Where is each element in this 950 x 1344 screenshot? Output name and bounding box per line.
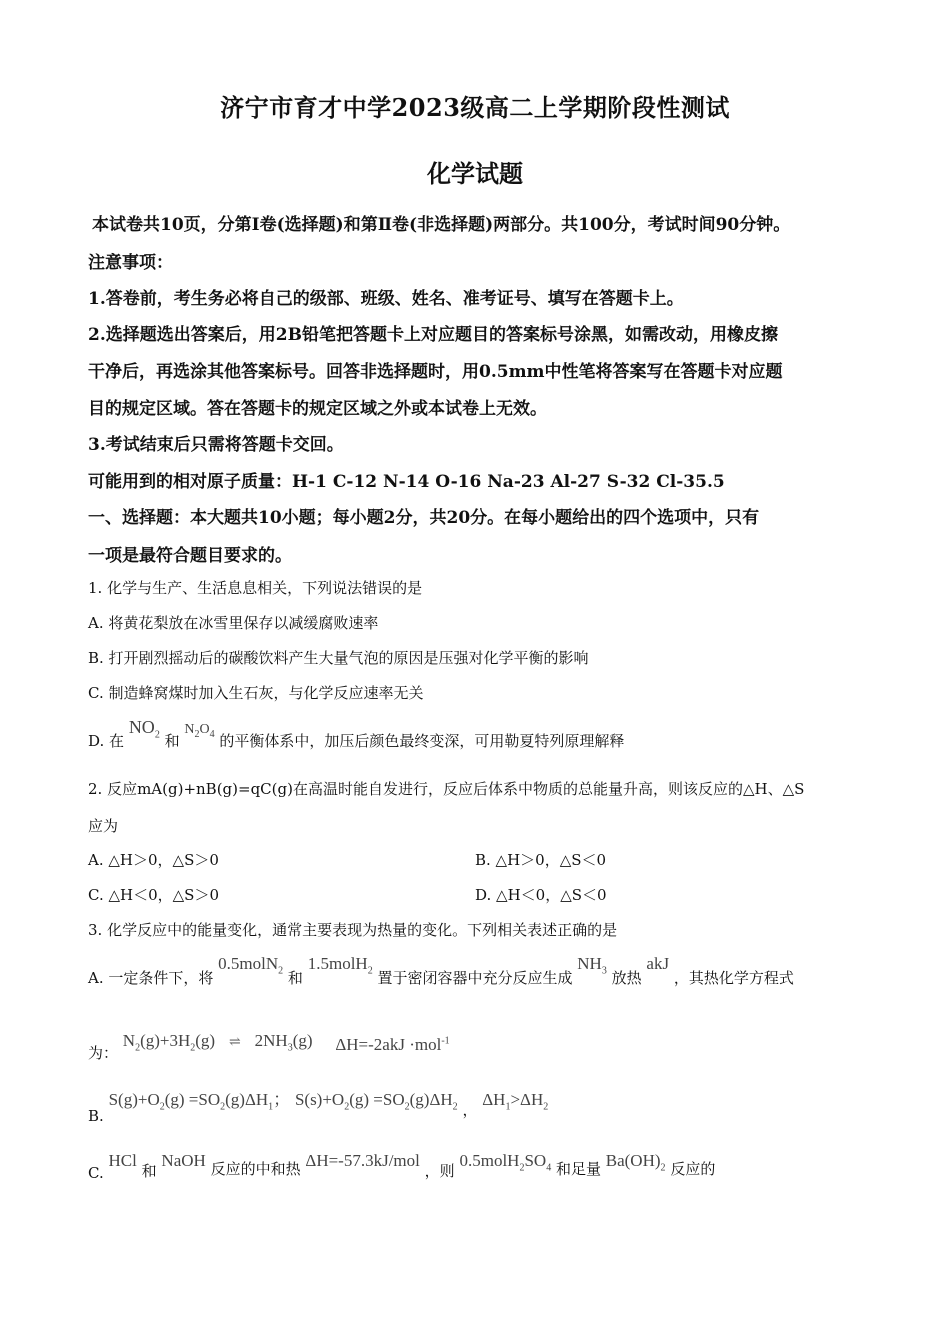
- formula-h2-amount: 1.5molH$_2$: [307, 954, 373, 977]
- section-1-heading-line-2: 一项是最符合题目要求的。: [88, 546, 292, 566]
- q1-option-b: B. 打开剧烈摇动后的碳酸饮料产生大量气泡的原因是压强对化学平衡的影响: [88, 649, 589, 667]
- formula-reaction-1: $S(g)+O_2(g) =SO_2(g)\Delta H_1$: [108, 1090, 274, 1113]
- section-1-heading-line-1: 一、选择题：本大题共10小题；每小题2分，共20分。在每小题给出的四个选项中，只有: [88, 508, 760, 528]
- q2-stem-line-1: 2. 反应mA(g)+nB(g)=qC(g)在高温时能自发进行，反应后体系中物质的总能量升高，则该反应的△H、△S: [88, 780, 805, 798]
- q3-option-b: B. $S(g)+O_2(g) =SO_2(g)\Delta H_1$； $S(s)+O_2(g) =SO_2(g)\Delta H_2$ ， $\Delta H_1>\Delta H_2$: [88, 1090, 549, 1125]
- q2-option-c: C. △H＜0，△S＞0: [88, 886, 219, 904]
- q1-option-a: A. 将黄花梨放在冰雪里保存以减缓腐败速率: [88, 614, 379, 632]
- atomic-mass-list: 可能用到的相对原子质量：H-1 C-12 N-14 O-16 Na-23 Al-27 S-32 Cl-35.5: [88, 472, 725, 492]
- notice-item-1: 1.答卷前，考生务必将自己的级部、班级、姓名、准考证号、填写在答题卡上。: [88, 289, 684, 309]
- q3-option-a-line-1: A. 一定条件下，将 0.5molN$_2$ 和 1.5molH$_2$ 置于密闭容器中充分反应生成 $NH_3$ 放热 akJ ，其热化学方程式: [88, 954, 794, 987]
- q2-option-b: B. △H＞0，△S＜0: [475, 851, 607, 869]
- notice-title: 注意事项：: [88, 253, 173, 273]
- notice-item-2-line-3: 目的规定区域。答在答题卡的规定区域之外或本试卷上无效。: [88, 399, 547, 419]
- formula-n2-amount: 0.5molN$_2$: [218, 954, 284, 977]
- q1-stem: 1. 化学与生产、生活息息相关，下列说法错误的是: [88, 579, 423, 597]
- formula-dh-compare: $\Delta H_1>\Delta H_2$: [482, 1090, 549, 1113]
- formula-hcl: HCl: [108, 1151, 137, 1170]
- formula-nh3: $NH_3$: [577, 954, 607, 977]
- formula-no2: $NO_2$: [128, 717, 160, 741]
- notice-item-2-line-1: 2.选择题选出答案后，用2B铅笔把答题卡上对应题目的答案标号涂黑，如需改动，用橡皮擦: [88, 325, 778, 345]
- formula-baoh2: $Ba(OH)_2$: [605, 1151, 666, 1174]
- q2-stem-line-2: 应为: [88, 817, 119, 835]
- formula-h2so4-amount: $0.5molH_2SO_4$: [459, 1151, 552, 1174]
- subject-title: 化学试题: [427, 159, 523, 188]
- reversible-arrow-icon: ⇌: [229, 1034, 241, 1050]
- q3-option-a-line-2: 为： $N_2(g)+3H_2(g)$ ⇌ $2NH_3(g)$ ΔH=-2akJ ·mol$^{-1}$: [88, 1031, 450, 1062]
- formula-neutralization-heat: ΔH=-57.3kJ/mol: [305, 1151, 420, 1170]
- q1-option-c: C. 制造蜂窝煤时加入生石灰，与化学反应速率无关: [88, 684, 424, 702]
- notice-item-2-line-2: 干净后，再选涂其他答案标号。回答非选择题时，用0.5mm中性笔将答案写在答题卡对应题: [88, 362, 783, 382]
- q2-option-a: A. △H＞0，△S＞0: [88, 851, 219, 869]
- exam-intro: 本试卷共10页，分第Ⅰ卷(选择题)和第Ⅱ卷(非选择题)两部分。共100分，考试时间90分钟。: [92, 215, 791, 235]
- thermo-delta-h: ΔH=-2akJ ·mol$^{-1}$: [335, 1035, 450, 1054]
- exam-title: 济宁市育才中学2023级高二上学期阶段性测试: [220, 93, 730, 122]
- notice-item-3: 3.考试结束后只需将答题卡交回。: [88, 435, 344, 455]
- q3-stem: 3. 化学反应中的能量变化，通常主要表现为热量的变化。下列相关表述正确的是: [88, 921, 618, 939]
- formula-n2o4: $N_2O_4$: [184, 722, 215, 740]
- formula-naoh: NaOH: [161, 1151, 206, 1170]
- formula-reaction-2: $S(s)+O_2(g) =SO_2(g)\Delta H_2$: [294, 1090, 458, 1113]
- q1-option-d: D. 在 $NO_2$ 和 $N_2O_4$ 的平衡体系中，加压后颜色最终变深，可用勒夏特列原理解释: [88, 717, 625, 750]
- q2-option-d: D. △H＜0，△S＜0: [475, 886, 607, 904]
- thermo-equation-right: $2NH_3(g)$: [254, 1031, 313, 1054]
- thermo-equation-left: $N_2(g)+3H_2(g)$: [122, 1031, 216, 1054]
- q3-option-c: C. HCl 和 NaOH 反应的中和热 ΔH=-57.3kJ/mol ，则 $0.5molH_2SO_4$ 和足量 $Ba(OH)_2$ 反应的: [88, 1151, 716, 1182]
- formula-heat-akj: akJ: [646, 954, 670, 973]
